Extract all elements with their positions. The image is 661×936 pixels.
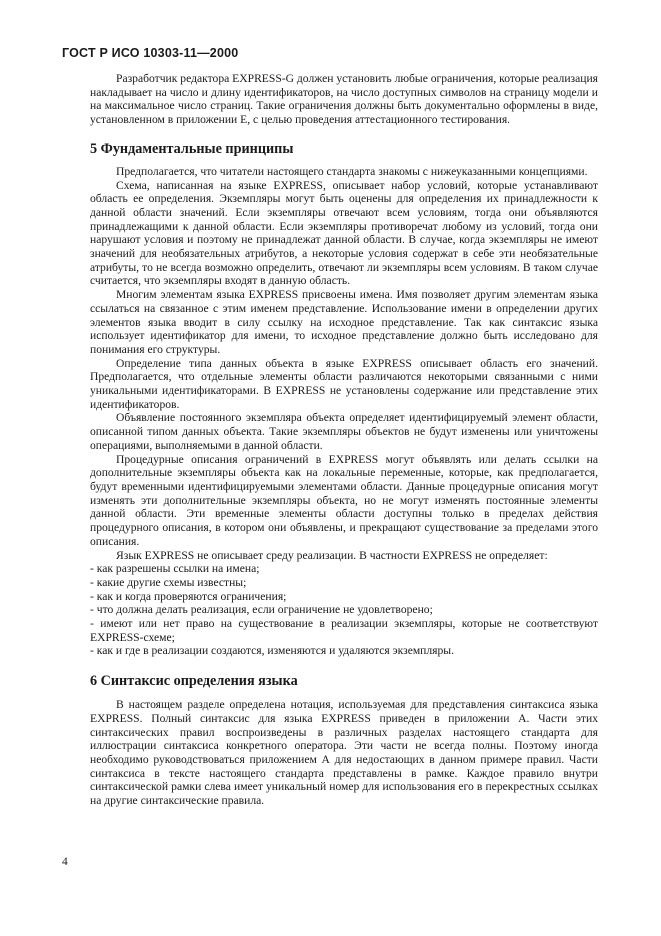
section-6-heading: 6 Синтаксис определения языка [90, 673, 298, 690]
section-5-paragraph: Язык EXPRESS не описывает среду реализации. В частности EXPRESS не определяет: [116, 548, 548, 562]
list-item: - какие другие схемы известны; [90, 575, 247, 589]
section-5-paragraph: Определение типа данных объекта в языке EXPRESS описывает область его значений. Предполагается, что отдельные элементы области различаются некоторыми связанными с ними уникальными идентификаторами. В EXPRESS не установлены содержание или представление этих идентификаторов. [90, 356, 598, 411]
section-5-paragraph: Процедурные описания ограничений в EXPRESS могут объявлять или делать ссылки на дополнительные экземпляры объекта как на локальные переменные, которые, как предполагается, будут временными идентифицируемыми элементами области. Данные процедурные описания могут изменять эти дополнительные экземпляры объекта, но не могут изменять постоянные элементы данной области. Эти временные элементы области доступны только в пределах действия процедурного описания, в котором они объявлены, и прекращают существование за пределами этого описания. [90, 452, 598, 548]
list-item: - как разрешены ссылки на имена; [90, 562, 260, 576]
section-5-paragraph: Схема, написанная на языке EXPRESS, описывает набор условий, которые устанавливают область ее определения. Экземпляры могут быть оценены для определения их принадлежности к данной области значений. Если экземпляры отвечают всем условиям, тогда они объявляются принадлежащими к данной области. Если экземпляры противоречат любому из условий, тогда они нарушают условия и поэтому не принадлежат данной области. В случае, когда экземпляры не имеют значений для необязательных атрибутов, а некоторые условия содержат в себе эти необязательные атрибуты, то не всегда возможно определить, отвечают ли экземпляры всем условиям. В таком случае считается, что экземпляры входят в данную область. [90, 178, 598, 288]
section-5-heading: 5 Фундаментальные принципы [90, 140, 294, 157]
intro-paragraph: Разработчик редактора EXPRESS-G должен установить любые ограничения, которые реализация накладывает на число и длину идентификаторов, на число доступных символов на страницу модели и на максимальное число страниц. Такие ограничения должны быть документально оформлены в виде, установленном в приложении Е, с целью проведения аттестационного тестирования. [90, 72, 598, 127]
list-item: - как и когда проверяются ограничения; [90, 589, 287, 603]
list-item: - что должна делать реализация, если ограничение не удовлетворено; [90, 603, 433, 617]
page-number: 4 [62, 856, 68, 868]
section-5-paragraph: Предполагается, что читатели настоящего стандарта знакомы с нижеуказанными концепциями. [116, 164, 588, 178]
standard-header: ГОСТ Р ИСО 10303-11—2000 [62, 46, 239, 60]
list-item: - как и где в реализации создаются, изменяются и удаляются экземпляры. [90, 644, 454, 658]
page-content [90, 72, 598, 808]
section-6-paragraph: В настоящем разделе определена нотация, используемая для представления синтаксиса языка EXPRESS. Полный синтаксис для языка EXPRESS приведен в приложении А. Части этих синтаксических правил воспроизведены в различных разделах настоящего стандарта для иллюстрации синтаксиса конкретного оператора. Эти части не всегда полны. Поэтому иногда необходимо руководствоваться приложением А для недостающих в данном примере правил. Части синтаксиса в тексте настоящего стандарта представлены в рамке. Каждое правило внутри синтаксической рамки слева имеет уникальный номер для использования его в перекрестных ссылках на другие синтаксические правила. [90, 698, 598, 808]
section-5-paragraph: Объявление постоянного экземпляра объекта определяет идентифицируемый элемент области, описанной типом данных объекта. Такие экземпляры объектов не будут изменены или уничтожены операциями, выполняемыми в данной области. [90, 411, 598, 452]
section-5-paragraph: Многим элементам языка EXPRESS присвоены имена. Имя позволяет другим элементам языка ссылаться на связанное с этим именем представление. Использование имени в определении других элементов языка вводит в силу ссылку на исходное представление. Так как синтаксис языка использует идентификатор для имени, то исходное представление должно быть исследовано для понимания его структуры. [90, 288, 598, 356]
list-item: - имеют или нет право на существование в реализации экземпляры, которые не соответствуют EXPRESS-схеме; [90, 617, 598, 644]
